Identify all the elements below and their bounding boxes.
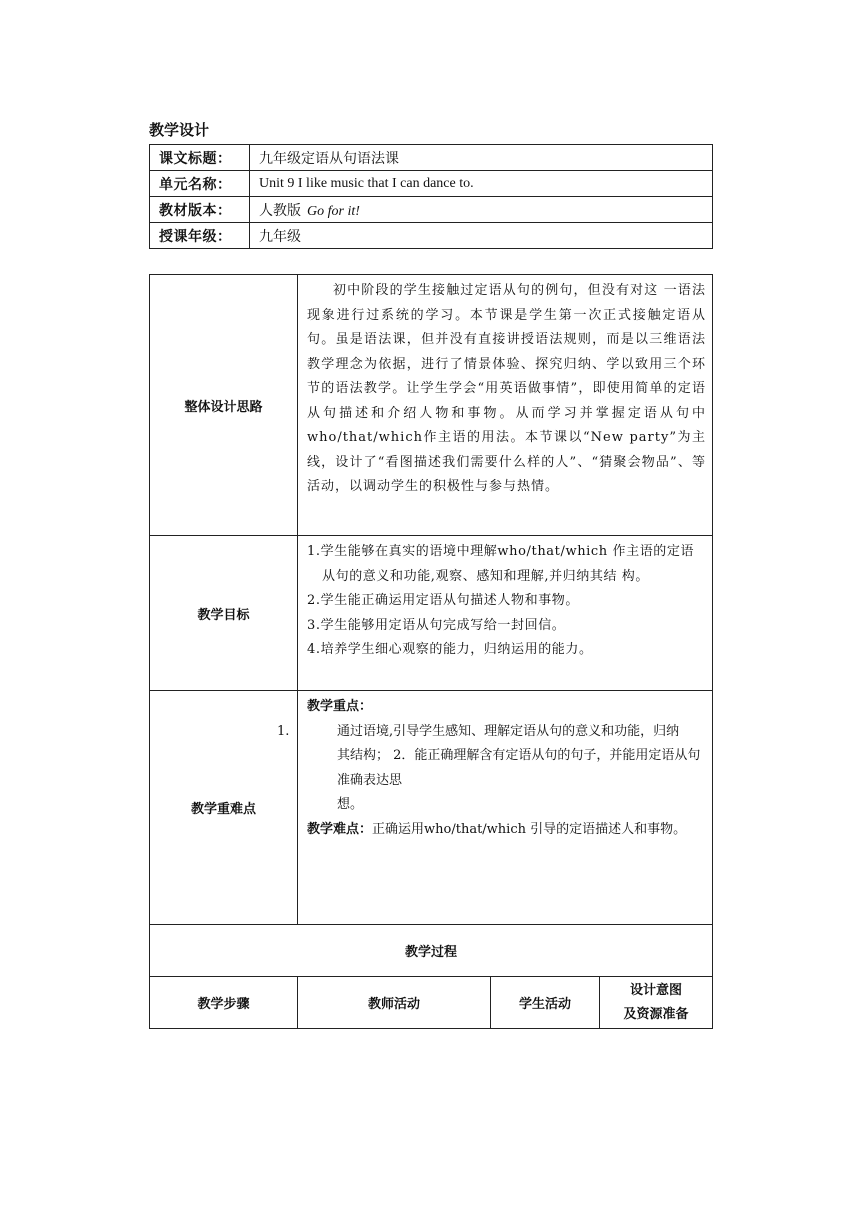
process-title-row	[150, 925, 713, 977]
column-header-student: 学生活动	[491, 977, 600, 1029]
info-value	[250, 145, 713, 171]
keys-label: 教学重难点	[150, 691, 298, 925]
info-label: 授课年级：	[150, 223, 250, 249]
info-row-title	[150, 145, 713, 171]
info-value-text: 人教版	[259, 203, 301, 219]
design-cell	[298, 275, 713, 536]
design-row	[150, 275, 713, 536]
column-header-teacher: 教师活动	[298, 977, 491, 1029]
info-row-grade	[150, 223, 713, 249]
difficulty-line	[307, 818, 706, 843]
goal-item: 3.学生能够用定语从句完成写给一封回信。	[307, 617, 566, 633]
key-point-number: 1.	[277, 723, 290, 739]
keys-cell	[277, 691, 713, 925]
info-value-text: 九年级	[259, 229, 301, 245]
info-value	[250, 197, 713, 223]
design-text: 初中阶段的学生接触过定语从句的例句，但没有对这 一语法现象进行过系统的学习。本节课是学生第一次正式接触定语从句。虽是语法课，但并没有直接讲授语法规则，而是以三维语法教学理念为依据，进行了情景体验、探究归纳、学以致用三个环节的语法教学。让学生学会“用英语做事情”，即使用简单的定语从句描述和介绍人物和事物。从而学习并掌握定语从句中who/that/which作主语的用法。本节课以“New party”为主线，设计了“看图描述我们需要什么样的人”、“猜聚会物品”、等活动，以调动学生的积极性与参与热情。	[307, 283, 706, 494]
process-header-row	[150, 977, 713, 1029]
goal-item: 2.学生能正确运用定语从句描述人物和事物。	[307, 593, 580, 608]
info-value-text: Unit 9 I like music that I can dance to.	[259, 175, 474, 191]
info-value-text: 九年级定语从句语法课	[259, 151, 399, 167]
info-value	[250, 171, 713, 197]
goal-item: 4.培养学生细心观察的能力，归纳运用的能力。	[307, 642, 593, 657]
info-value	[250, 223, 713, 249]
column-header-purpose-line1: 设计意图	[629, 982, 682, 998]
key-points-heading: 教学重点：	[307, 699, 373, 714]
key-point-text: 通过语境,引导学生感知、理解定语从句的意义和功能，归纳	[337, 723, 680, 739]
keys-row	[150, 691, 713, 925]
key-point-line: 其结构； 2．能正确理解含有定语从句的句子，并能用定语从句准确表达思	[337, 748, 701, 788]
column-header-step: 教学步骤	[150, 977, 298, 1029]
info-label: 教材版本：	[150, 197, 250, 223]
info-label: 单元名称：	[150, 171, 250, 197]
page-title: 教学设计	[149, 121, 210, 139]
difficulty-text: 正确运用who/that/which 引导的定语描述人和事物。	[372, 821, 687, 837]
lesson-info-table	[149, 144, 713, 249]
info-label: 课文标题：	[150, 145, 250, 171]
key-point-line	[277, 720, 706, 745]
info-row-unit	[150, 171, 713, 197]
info-value-italic: Go for it!	[307, 203, 360, 219]
process-title: 教学过程	[150, 925, 713, 977]
goal-item: 1.学生能够在真实的语境中理解who/that/which 作主语的定语从句的意义和功能,观察、感知和理解,并归纳其结 构。	[307, 544, 695, 584]
goals-row	[150, 536, 713, 691]
lesson-plan-table	[149, 274, 713, 1029]
key-point-line: 想。	[337, 797, 364, 812]
goals-label: 教学目标	[150, 536, 298, 691]
column-header-purpose	[600, 977, 713, 1029]
goals-cell	[298, 536, 713, 691]
design-label: 整体设计思路	[150, 275, 298, 536]
info-row-textbook	[150, 197, 713, 223]
column-header-purpose-line2: 及资源准备	[623, 1006, 689, 1022]
difficulty-heading: 教学难点：	[307, 821, 373, 837]
